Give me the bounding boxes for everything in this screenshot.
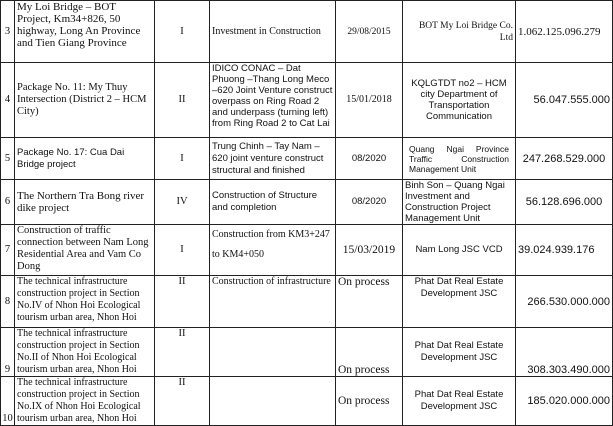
project-scope (210, 377, 336, 426)
project-investor: Nam Long JSC VCD (403, 225, 516, 276)
table-row (1, 328, 613, 377)
project-group: IV (155, 180, 210, 225)
table-row (1, 377, 613, 426)
project-date: On process (336, 276, 403, 328)
row-number: 9 (1, 328, 15, 377)
project-name: The technical infrastructure construction project in Section No.IX of Nhon Hoi Ecological tourism urban area, Nhon Hoi (15, 377, 155, 426)
row-number: 8 (1, 276, 15, 328)
table-row (1, 63, 613, 138)
project-scope: Investment in Construction (210, 1, 336, 63)
project-value: 247.268.529.000 (516, 138, 613, 180)
table-row (1, 138, 613, 180)
project-group: I (155, 138, 210, 180)
project-scope (210, 225, 336, 276)
project-group: II (155, 276, 210, 328)
project-scope: IDICO CONAC – Dat Phuong –Thang Long Meco –620 Joint Venture construct overpass on Ring Road 2 and underpass (turning left) from Ring Road 2 to Cat Lai (210, 63, 336, 138)
project-investor: Phat Dat Real Estate Development JSC (403, 276, 516, 328)
project-date: On process (336, 377, 403, 426)
project-scope (210, 328, 336, 377)
project-name: Construction of traffic connection between Nam Long Residential Area and Vam Co Dong (15, 225, 155, 276)
row-number: 7 (1, 225, 15, 276)
project-name: The technical infrastructure construction project in Section No.II of Nhon Hoi Ecological tourism urban area, Nhon Hoi (15, 328, 155, 377)
project-name: My Loi Bridge – BOT Project, Km34+826, 50 highway, Long An Province and Tien Giang Province (15, 1, 155, 63)
row-number: 4 (1, 63, 15, 138)
row-number: 6 (1, 180, 15, 225)
project-investor: Phat Dat Real Estate Development JSC (403, 377, 516, 426)
project-date: 29/08/2015 (336, 1, 403, 63)
project-investor: Quang Ngai Province Traffic Construction Management Unit (403, 138, 516, 180)
project-name: The technical infrastructure construction project in Section No.IV of Nhon Hoi Ecological tourism urban area, Nhon Hoi (15, 276, 155, 328)
project-investor: Binh Son – Quang Ngai Investment and Construction Project Management Unit (403, 180, 516, 225)
project-group: II (155, 63, 210, 138)
table-row (1, 276, 613, 328)
row-number: 3 (1, 1, 15, 63)
project-date: 08/2020 (336, 180, 403, 225)
project-name: The Northern Tra Bong river dike project (15, 180, 155, 225)
project-group: II (155, 377, 210, 426)
project-scope: Construction of infrastructure (210, 276, 336, 328)
project-name: Package No. 11: My Thuy Intersection (District 2 – HCM City) (15, 63, 155, 138)
project-group: I (155, 1, 210, 63)
project-date: 15/03/2019 (336, 225, 403, 276)
project-date: On process (336, 328, 403, 377)
scope-line: Construction from KM3+247 (212, 229, 330, 240)
row-number: 5 (1, 138, 15, 180)
project-value: 1.062.125.096.279 (516, 1, 613, 63)
project-value: 56.128.696.000 (516, 180, 613, 225)
table-row (1, 1, 613, 63)
project-name: Package No. 17: Cua Dai Bridge project (15, 138, 155, 180)
project-investor: KQLGTDT no2 – HCM city Department of Transportation Communication (403, 63, 516, 138)
table-row (1, 180, 613, 225)
project-value: 185.020.000.000 (516, 377, 613, 426)
project-value: 266.530.000.000 (516, 276, 613, 328)
scope-line: to KM4+050 (212, 249, 265, 260)
project-value: 308.303.490.000 (516, 328, 613, 377)
project-group: II (155, 328, 210, 377)
project-scope: Construction of Structure and completion (210, 180, 336, 225)
project-investor: BOT My Loi Bridge Co. Ltd (403, 1, 516, 63)
project-group: I (155, 225, 210, 276)
table-row (1, 225, 613, 276)
project-scope: Trung Chinh – Tay Nam – 620 joint venture construct structural and finished (210, 138, 336, 180)
project-value: 39.024.939.176 (516, 225, 613, 276)
project-date: 15/01/2018 (336, 63, 403, 138)
project-value: 56.047.555.000 (516, 63, 613, 138)
project-investor: Phat Dat Real Estate Development JSC (403, 328, 516, 377)
project-date: 08/2020 (336, 138, 403, 180)
row-number: 10 (1, 377, 15, 426)
